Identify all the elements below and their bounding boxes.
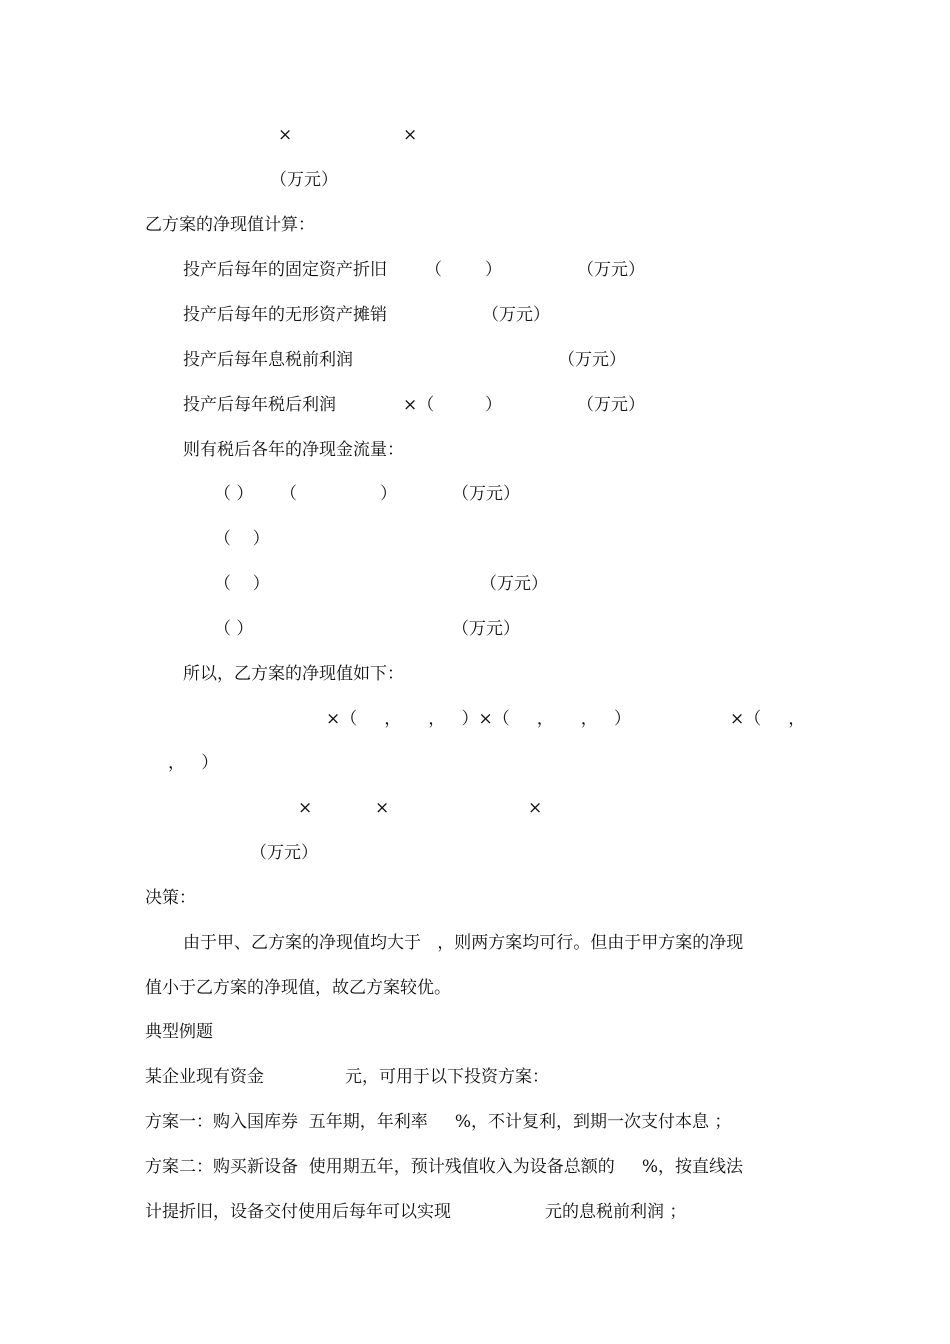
paren-pair: （ ） <box>214 529 270 549</box>
line-text: 投产后每年税后利润 <box>183 395 336 415</box>
paragraph-line: 计提折旧，设备交付使用后每年可以实现 <box>145 1202 451 1222</box>
line-text: 投产后每年息税前利润 <box>183 350 353 370</box>
section-heading: 乙方案的净现值计算： <box>145 215 315 235</box>
formula-text: ×（ ， ， ）×（ ， ， ） <box>326 709 631 729</box>
multiply-sign: × <box>278 125 293 145</box>
unit-label: （万元） <box>558 350 626 370</box>
paren-pair: （ ） <box>214 574 270 594</box>
multiply-sign: × <box>403 125 418 145</box>
paragraph-line: 方案一：购入国库券 五年期，年利率 %，不计复利，到期一次支付本息 ； <box>145 1112 732 1132</box>
multiply-sign: × <box>528 798 543 818</box>
unit-label: （万元） <box>577 395 645 415</box>
unit-label: （万元） <box>577 260 645 280</box>
formula-text: ， ） <box>168 753 219 773</box>
paragraph-line: 由于甲、乙方案的净现值均大于 ，则两方案均可行。但由于甲方案的净现 <box>183 933 744 953</box>
paragraph-line: 某企业现有资金 <box>145 1067 264 1087</box>
formula-text: ×（ ， <box>730 709 806 729</box>
line-text: 则有税后各年的净现金流量： <box>183 440 404 460</box>
paren-pair: （ ） <box>214 619 254 639</box>
paragraph-line: 值小于乙方案的净现值，故乙方案较优。 <box>145 978 451 998</box>
unit-label: （万元） <box>482 305 550 325</box>
line-text: 所以，乙方案的净现值如下： <box>183 664 404 684</box>
paragraph-line: 方案二：购买新设备 使用期五年，预计残值收入为设备总额的 %，按直线法 <box>145 1157 743 1177</box>
unit-label: （万元） <box>452 619 520 639</box>
unit-label: （万元） <box>480 574 548 594</box>
multiply-sign: × <box>375 798 390 818</box>
multiply-paren: ×（ <box>403 395 435 415</box>
unit-label: （万元） <box>270 170 338 190</box>
line-text: 投产后每年的固定资产折旧 <box>183 260 387 280</box>
section-heading: 典型例题 <box>145 1022 213 1042</box>
line-text: 投产后每年的无形资产摊销 <box>183 305 387 325</box>
paren-pair: （ ） <box>214 484 254 504</box>
section-heading: 决策： <box>145 888 196 908</box>
paren-close: ） <box>485 395 502 415</box>
multiply-sign: × <box>298 798 313 818</box>
paren-open: （ <box>280 484 297 504</box>
paren-close: ） <box>485 260 502 280</box>
paren-close: ） <box>380 484 397 504</box>
paren-open: （ <box>425 260 442 280</box>
unit-label: （万元） <box>452 484 520 504</box>
paragraph-line: 元，可用于以下投资方案： <box>345 1067 549 1087</box>
unit-label: （万元） <box>250 843 318 863</box>
paragraph-line: 元的息税前利润 ； <box>545 1202 687 1222</box>
